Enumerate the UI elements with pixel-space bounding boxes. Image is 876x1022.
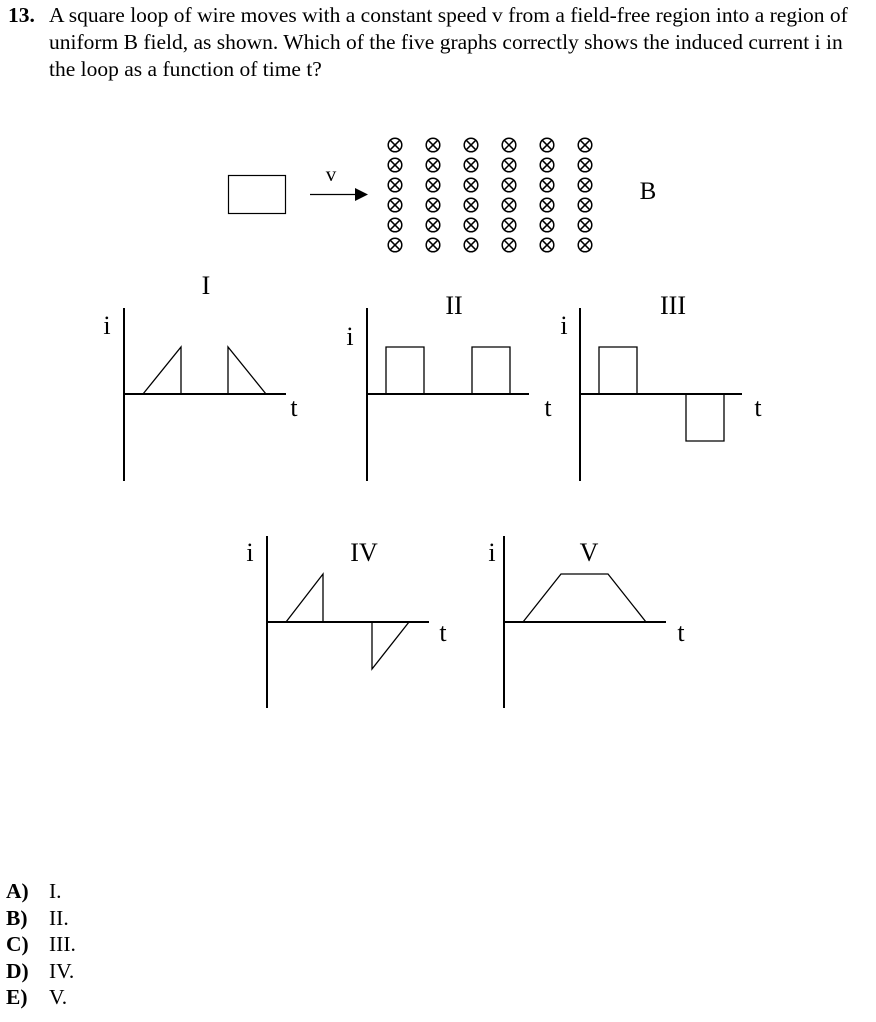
choice-letter: D) bbox=[6, 958, 29, 983]
velocity-label: v bbox=[325, 162, 337, 186]
choice-letter: C) bbox=[6, 932, 29, 956]
field-label: B bbox=[639, 178, 657, 205]
graph-I bbox=[103, 271, 298, 481]
y-axis-label: i bbox=[488, 538, 496, 567]
x-axis-label: t bbox=[544, 393, 552, 422]
field-column bbox=[540, 138, 554, 252]
choice-a[interactable] bbox=[6, 878, 76, 905]
graph-label: III bbox=[660, 291, 686, 320]
y-axis-label: i bbox=[103, 311, 111, 340]
x-axis-label: t bbox=[439, 618, 447, 647]
choice-letter: E) bbox=[6, 985, 28, 1009]
question-number: 13. bbox=[8, 3, 35, 27]
field-column bbox=[388, 138, 402, 252]
choice-d[interactable] bbox=[6, 958, 76, 985]
field-column bbox=[464, 138, 478, 252]
graph-II bbox=[346, 291, 552, 481]
question-text: A square loop of wire moves with a constant speed v from a field-free region into a region of uniform B field, as shown. Which of the five graphs correctly shows the induced current i in the loop as a function of time t? bbox=[49, 3, 848, 81]
graph-label: I bbox=[201, 271, 211, 300]
choice-c[interactable] bbox=[6, 931, 76, 958]
choice-letter: A) bbox=[6, 879, 29, 903]
choice-b[interactable] bbox=[6, 905, 76, 932]
x-axis-label: t bbox=[290, 393, 298, 422]
x-axis-label: t bbox=[754, 393, 762, 422]
choice-letter: B) bbox=[6, 905, 28, 930]
y-axis-label: i bbox=[346, 322, 354, 351]
choice-text: V. bbox=[49, 985, 68, 1009]
choice-text: II. bbox=[49, 905, 69, 930]
answer-choices bbox=[6, 878, 76, 1011]
graph-label: IV bbox=[350, 538, 378, 567]
graph-III bbox=[560, 291, 762, 481]
velocity-arrow-icon bbox=[310, 188, 368, 201]
choice-e[interactable] bbox=[6, 984, 76, 1011]
field-column bbox=[578, 138, 592, 252]
wire-loop bbox=[229, 176, 286, 214]
magnetic-field-region bbox=[388, 138, 592, 252]
field-column bbox=[426, 138, 440, 252]
x-axis-label: t bbox=[677, 618, 685, 647]
choice-text: I. bbox=[49, 879, 62, 903]
field-column bbox=[502, 138, 516, 252]
graph-label: V bbox=[579, 538, 599, 567]
graph-label: II bbox=[445, 291, 463, 320]
graph-V bbox=[488, 536, 685, 708]
choice-text: IV. bbox=[49, 958, 75, 983]
choice-text: III. bbox=[49, 932, 76, 956]
y-axis-label: i bbox=[560, 311, 568, 340]
graph-IV bbox=[246, 536, 447, 708]
y-axis-label: i bbox=[246, 538, 254, 567]
